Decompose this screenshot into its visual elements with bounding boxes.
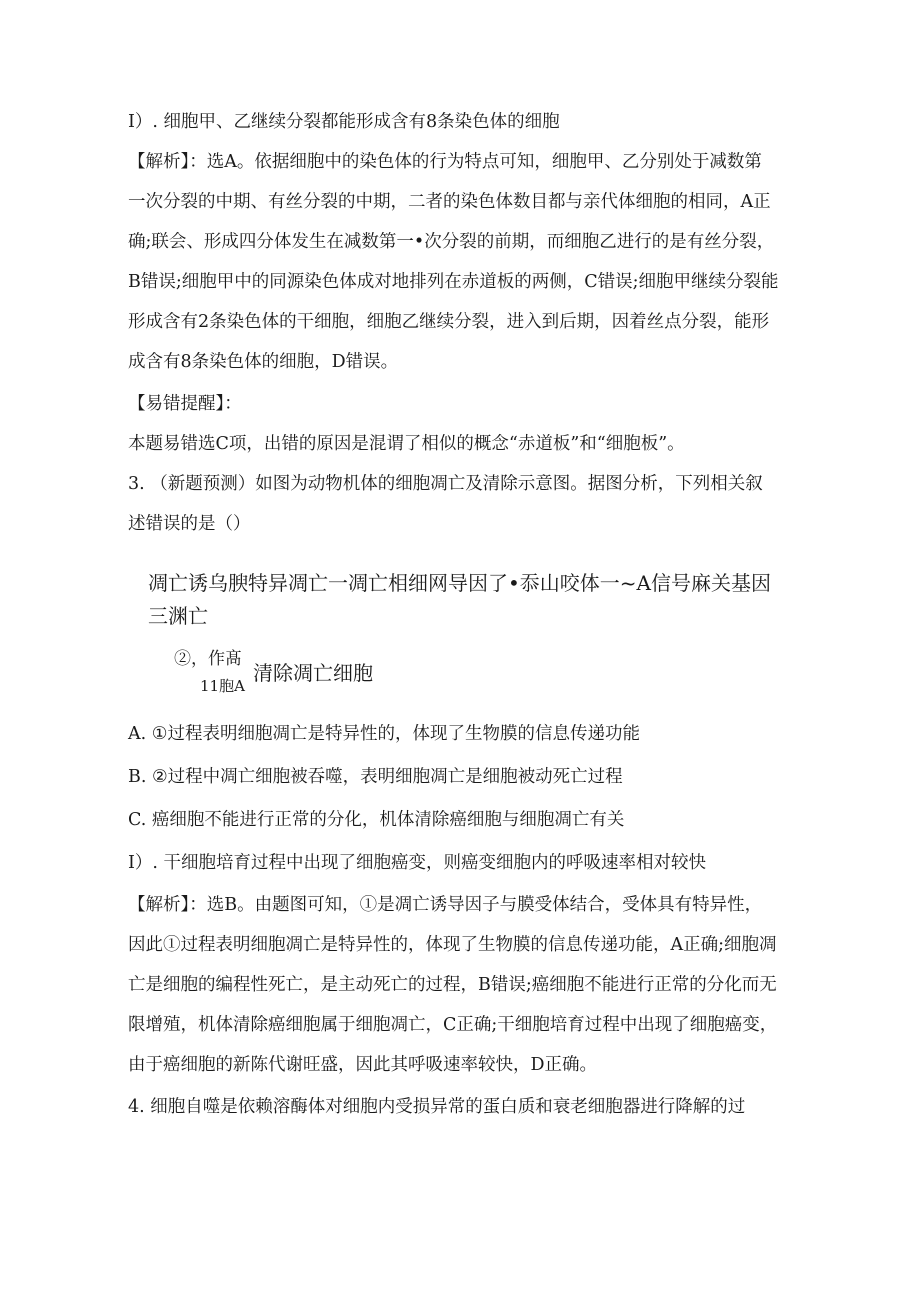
question-stem: 3. （新题预测）如图为动物机体的细胞凋亡及清除示意图。据图分析，下列相关叙	[128, 474, 763, 494]
question-stem: 述错误的是（）	[128, 514, 251, 534]
text-line: 成含有8条染色体的细胞，D错误。	[128, 352, 399, 372]
figure-row-1: 凋亡诱乌腴特异凋亡一凋亡相细网导因了•忝山咬体一~A信号麻关基因	[148, 571, 771, 595]
figure-label-clear: 清除凋亡细胞	[253, 661, 373, 685]
text-line: B错误;细胞甲中的同源染色体成对地排列在赤道板的两侧，C错误;细胞甲继续分裂能	[128, 272, 779, 292]
text-line: 本题易错选C项，出错的原因是混谓了相似的概念“赤道板”和“细胞板”。	[128, 434, 685, 454]
figure-label-step2: ②，作髙	[174, 649, 242, 669]
text-line: 确;联会、形成四分体发生在减数第一•次分裂的前期，而细胞乙进行的是有丝分裂，	[128, 232, 775, 252]
text-line: 亡是细胞的编程性死亡，是主动死亡的过程，B错误;癌细胞不能进行正常的分化而无	[128, 975, 777, 995]
figure-label-cell: 11胞A	[200, 677, 245, 695]
question-stem: 4. 细胞自噬是依赖溶酶体对细胞内受损异常的蛋白质和衰老细胞器进行降解的过	[128, 1097, 746, 1117]
option-d: I）. 干细胞培育过程中出现了细胞癌变，则癌变细胞内的呼吸速率相对较快	[128, 853, 707, 873]
text-line: 【解析】：选B。由题图可知，①是凋亡诱导因子与膜受体结合，受体具有特异性，	[128, 895, 763, 915]
text-line: 形成含有2条染色体的干细胞，细胞乙继续分裂，进入到后期，因着丝点分裂，能形	[128, 312, 770, 332]
option-c: C. 癌细胞不能进行正常的分化，机体清除癌细胞与细胞凋亡有关	[128, 810, 625, 830]
text-line: 限增殖，机体清除癌细胞属于细胞凋亡，C正确;干细胞培育过程中出现了细胞癌变，	[128, 1015, 778, 1035]
figure-row-2: 三渊亡	[148, 604, 208, 628]
text-line: 由于癌细胞的新陈代谢旺盛，因此其呼吸速率较快，D正确。	[128, 1055, 598, 1075]
text-line: 一次分裂的中期、有丝分裂的中期，二者的染色体数目都与亲代体细胞的相同，A正	[128, 192, 771, 212]
option-b: B. ②过程中凋亡细胞被吞噬，表明细胞凋亡是细胞被动死亡过程	[128, 767, 623, 787]
text-line: 【解析】：选A。依据细胞中的染色体的行为特点可知，细胞甲、乙分别处于减数第	[128, 152, 762, 172]
text-line: I）. 细胞甲、乙继续分裂都能形成含有8条染色体的细胞	[128, 112, 560, 132]
text-line: 因此①过程表明细胞凋亡是特异性的，体现了生物膜的信息传递功能，A正确;细胞凋	[128, 935, 777, 955]
text-line: 【易错提醒】：	[128, 394, 242, 414]
option-a: A. ①过程表明细胞凋亡是特异性的，体现了生物膜的信息传递功能	[128, 724, 640, 744]
